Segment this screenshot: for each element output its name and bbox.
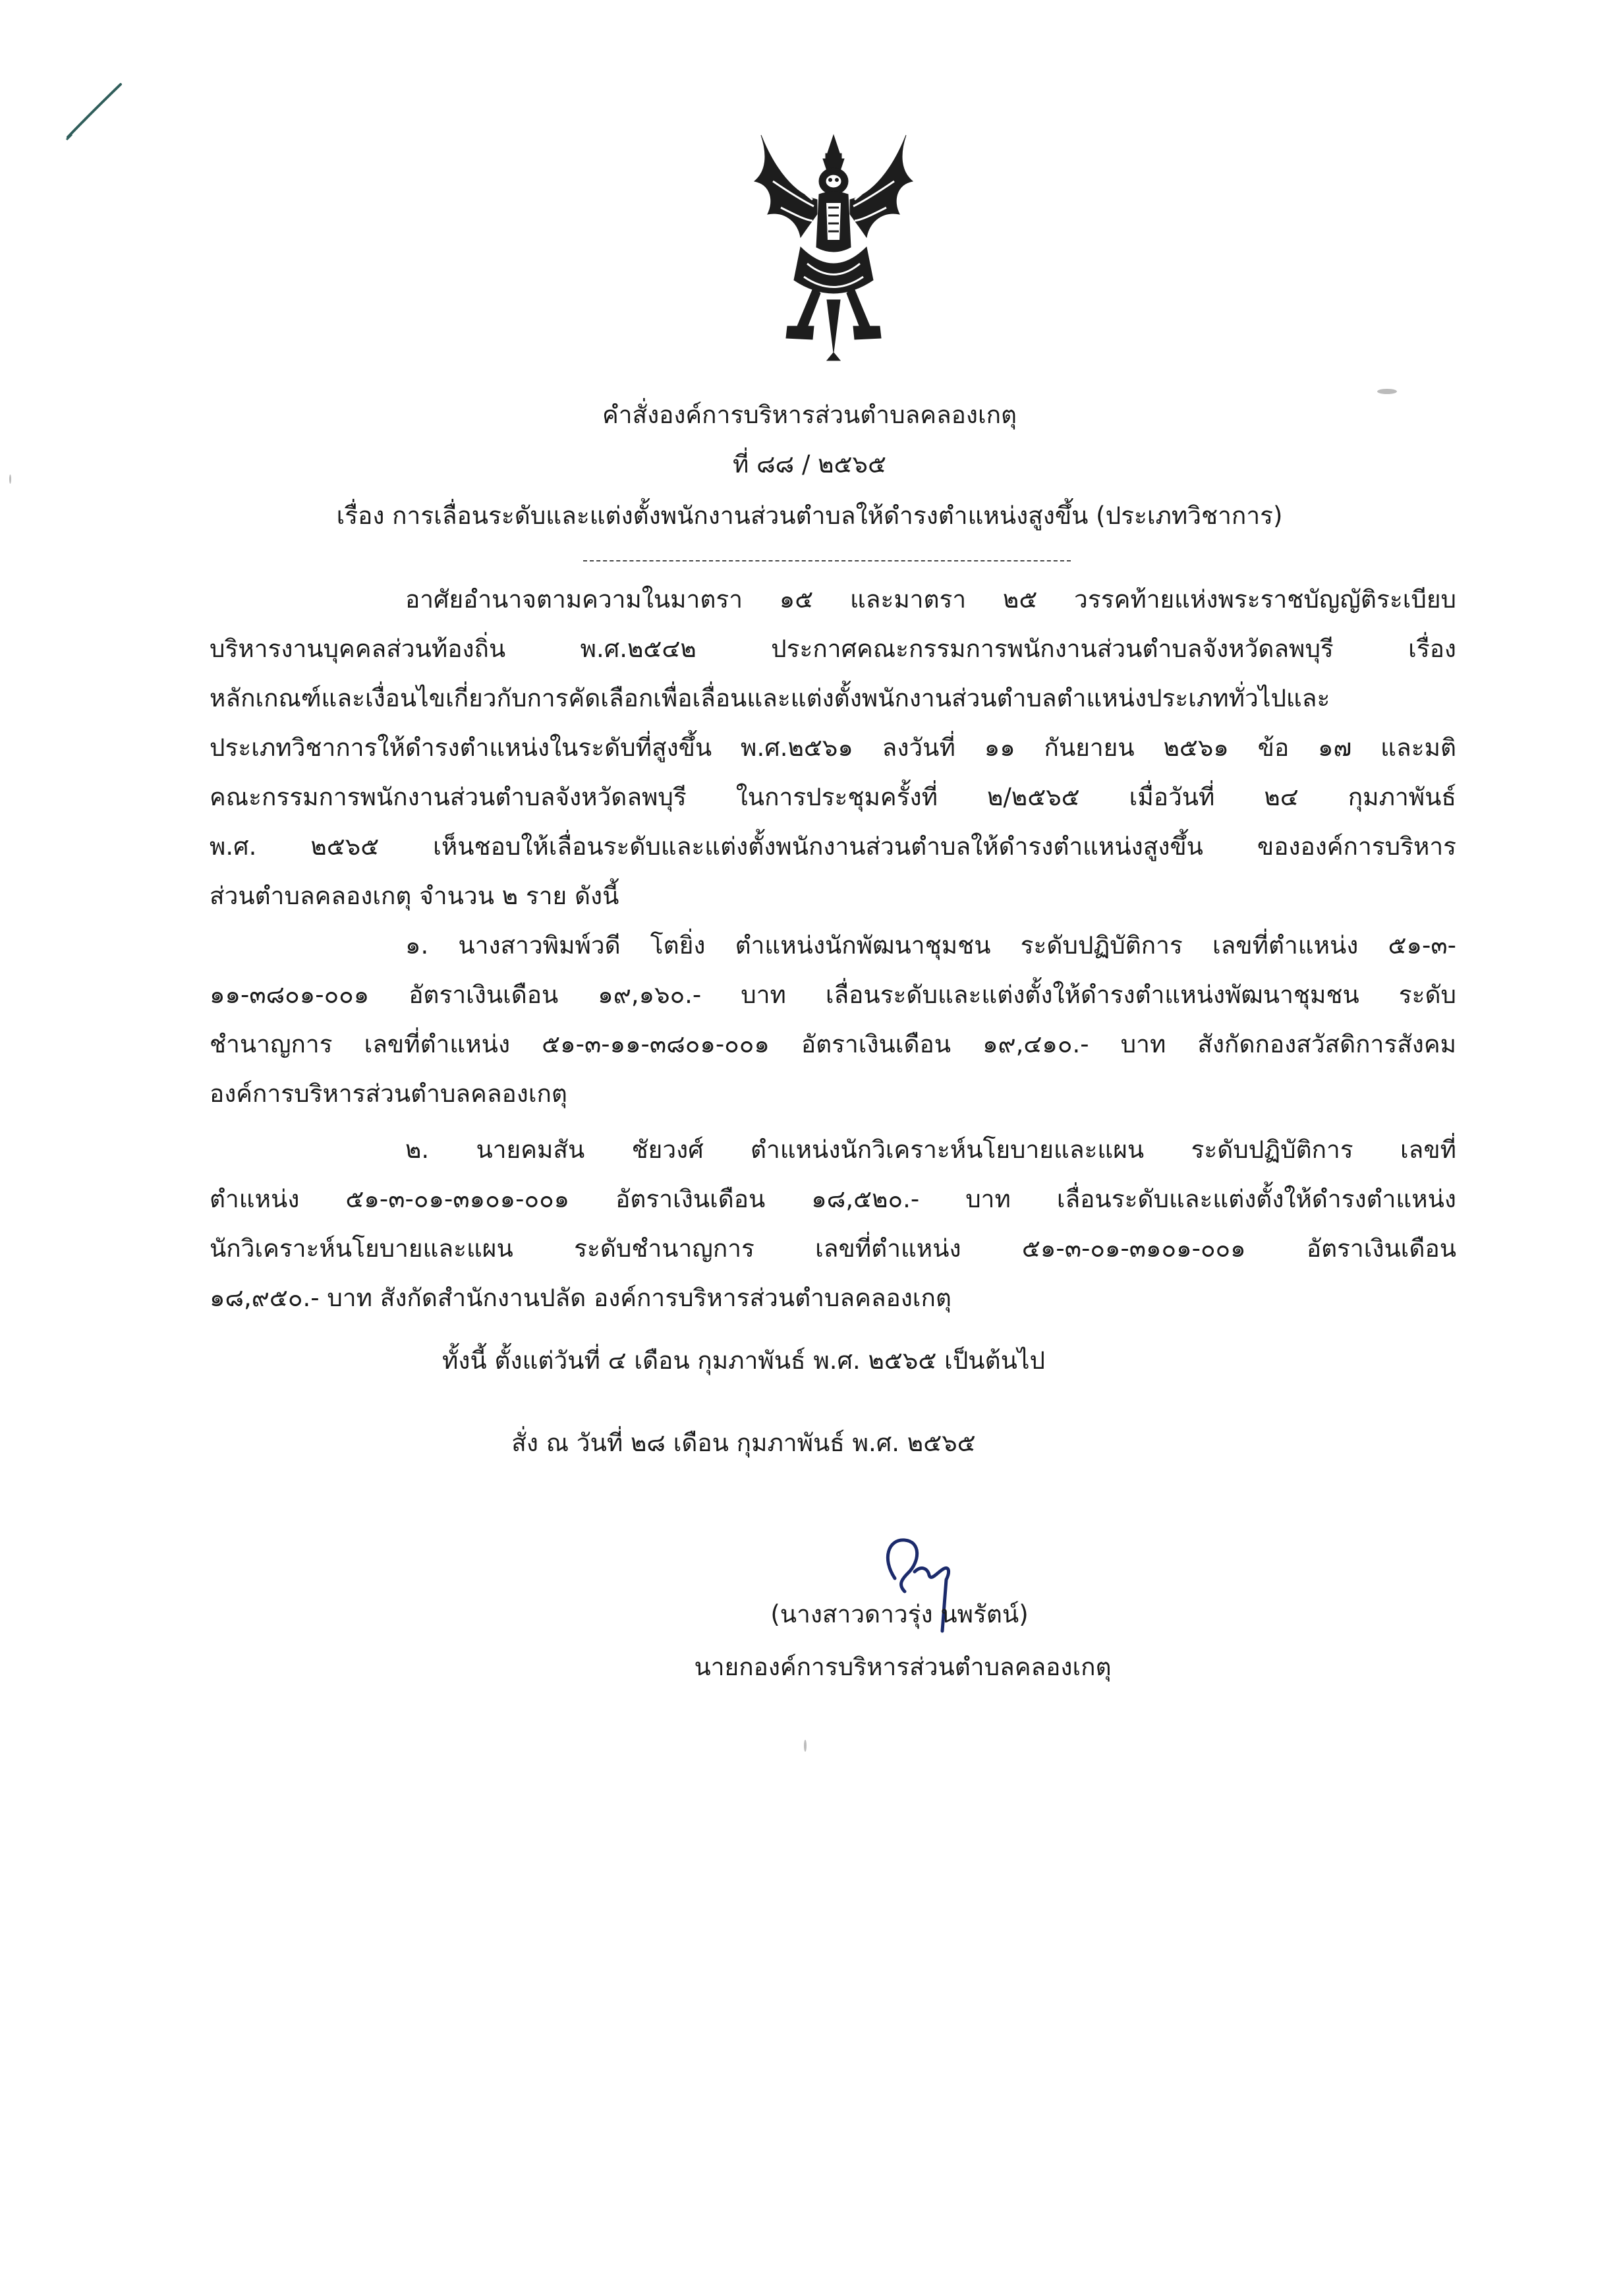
- item-1-line: ๑๑-๓๘๐๑-๐๐๑ อัตราเงินเดือน ๑๙,๑๖๐.- บาท เลื่อนระดับและแต่งตั้งให้ดำรงตำแหน่งพัฒนาชุมชน ระดับ: [210, 981, 1456, 1009]
- item-1-line: องค์การบริหารส่วนตำบลคลองเกตุ: [210, 1079, 567, 1108]
- pen-mark: [63, 79, 128, 145]
- body-line: บริหารงานบุคคลส่วนท้องถิ่น พ.ศ.๒๕๔๒ ประกาศคณะกรรมการพนักงานส่วนตำบลจังหวัดลพบุรี เรื่อง: [210, 635, 1456, 663]
- garuda-emblem: [735, 115, 932, 366]
- body-line: ส่วนตำบลคลองเกตุ จำนวน ๒ ราย ดังนี้: [210, 882, 619, 910]
- order-title: คำสั่งองค์การบริหารส่วนตำบลคลองเกตุ: [602, 401, 1017, 429]
- subject-divider: [583, 560, 1071, 561]
- scan-speck: [9, 474, 11, 484]
- item-2-line: ๑๘,๙๕๐.- บาท สังกัดสำนักงานปลัด องค์การบริหารส่วนตำบลคลองเกตุ: [210, 1284, 952, 1312]
- item-2-line: ตำแหน่ง ๕๑-๓-๐๑-๓๑๐๑-๐๐๑ อัตราเงินเดือน ๑๘,๕๒๐.- บาท เลื่อนระดับและแต่งตั้งให้ดำรงตำแหน่ง: [210, 1185, 1456, 1213]
- body-line: อาศัยอำนาจตามความในมาตรา ๑๕ และมาตรา ๒๕ วรรคท้ายแห่งพระราชบัญญัติระเบียบ: [405, 585, 1456, 614]
- effective-date: ทั้งนี้ ตั้งแต่วันที่ ๔ เดือน กุมภาพันธ์ พ.ศ. ๒๕๖๕ เป็นต้นไป: [441, 1346, 1046, 1375]
- signatory-name: (นางสาวดาวรุ่ง นพรัตน์): [770, 1600, 1029, 1628]
- signatory-title: นายกองค์การบริหารส่วนตำบลคลองเกตุ: [694, 1653, 1112, 1681]
- item-2-line: นักวิเคราะห์นโยบายและแผน ระดับชำนาญการ เลขที่ตำแหน่ง ๕๑-๓-๐๑-๓๑๐๑-๐๐๑ อัตราเงินเดือน: [210, 1234, 1456, 1263]
- order-number: ที่ ๘๘ / ๒๕๖๕: [732, 450, 887, 478]
- scan-speck: [804, 1740, 807, 1752]
- item-1-line: ๑. นางสาวพิมพ์วดี โตยิ่ง ตำแหน่งนักพัฒนาชุมชน ระดับปฏิบัติการ เลขที่ตำแหน่ง ๕๑-๓-: [405, 931, 1456, 960]
- body-line: ประเภทวิชาการให้ดำรงตำแหน่งในระดับที่สูงขึ้น พ.ศ.๒๕๖๑ ลงวันที่ ๑๑ กันยายน ๒๕๖๑ ข้อ ๑๗ และมติ: [210, 733, 1456, 762]
- order-date: สั่ง ณ วันที่ ๒๘ เดือน กุมภาพันธ์ พ.ศ. ๒๕๖๕: [511, 1429, 976, 1457]
- item-1-line: ชำนาญการ เลขที่ตำแหน่ง ๕๑-๓-๑๑-๓๘๐๑-๐๐๑ อัตราเงินเดือน ๑๙,๔๑๐.- บาท สังกัดกองสวัสดิการสังคม: [210, 1030, 1456, 1058]
- scan-speck: [1377, 389, 1397, 394]
- body-line: พ.ศ. ๒๕๖๕ เห็นชอบให้เลื่อนระดับและแต่งตั้งพนักงานส่วนตำบลให้ดำรงตำแหน่งสูงขึ้น ขององค์การบริหาร: [210, 832, 1456, 861]
- body-line: คณะกรรมการพนักงานส่วนตำบลจังหวัดลพบุรี ในการประชุมครั้งที่ ๒/๒๕๖๕ เมื่อวันที่ ๒๔ กุมภาพันธ์: [210, 783, 1456, 811]
- order-subject: เรื่อง การเลื่อนระดับและแต่งตั้งพนักงานส่วนตำบลให้ดำรงตำแหน่งสูงขึ้น (ประเภทวิชาการ): [336, 502, 1283, 530]
- body-line: หลักเกณฑ์และเงื่อนไขเกี่ยวกับการคัดเลือกเพื่อเลื่อนและแต่งตั้งพนักงานส่วนตำบลตำแหน่งประเภททั่วไปและ: [210, 684, 1330, 712]
- item-2-line: ๒. นายคมสัน ชัยวงศ์ ตำแหน่งนักวิเคราะห์นโยบายและแผน ระดับปฏิบัติการ เลขที่: [405, 1135, 1456, 1164]
